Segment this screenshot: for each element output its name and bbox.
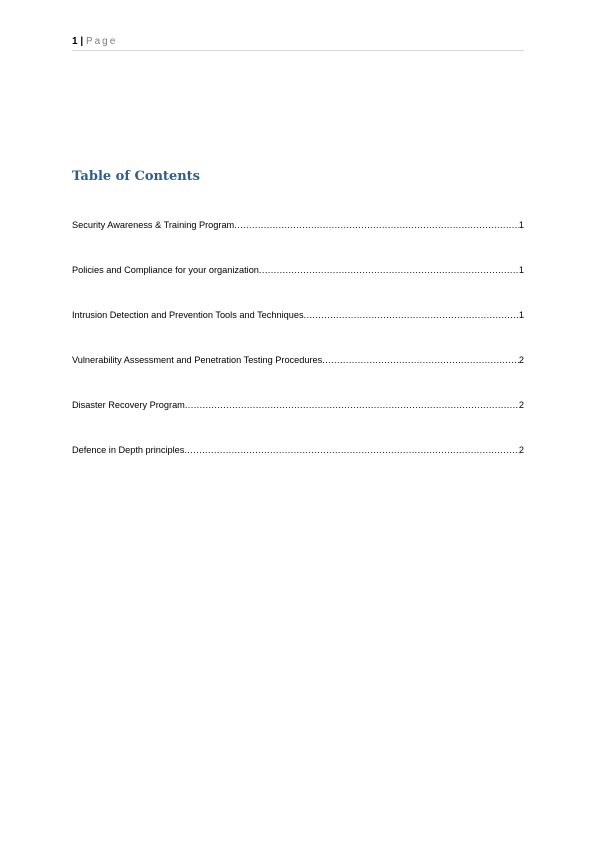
toc-leader (234, 219, 519, 231)
toc-leader (304, 309, 519, 321)
toc-entry-page[interactable]: 2 (518, 400, 524, 410)
toc-entry[interactable] (72, 309, 524, 354)
toc-list (72, 219, 524, 489)
page-label: Page (85, 36, 118, 47)
toc-entry-page[interactable]: 1 (518, 310, 524, 320)
toc-title: Table of Contents (72, 169, 200, 184)
toc-entry-text[interactable]: Disaster Recovery Program (72, 400, 185, 410)
toc-entry[interactable] (72, 264, 524, 309)
toc-entry-page[interactable]: 1 (518, 265, 524, 275)
toc-entry-text[interactable]: Vulnerability Assessment and Penetration Testing Procedures (72, 355, 323, 365)
page-header (72, 36, 524, 51)
toc-leader (322, 354, 519, 366)
toc-entry-text[interactable]: Security Awareness & Training Program (72, 220, 235, 230)
page-separator: | (80, 36, 84, 47)
toc-entry-page[interactable]: 1 (518, 220, 524, 230)
toc-leader (185, 399, 519, 411)
toc-entry-text[interactable]: Policies and Compliance for your organization (72, 265, 259, 275)
toc-entry[interactable] (72, 219, 524, 264)
page-number: 1 (72, 36, 78, 47)
toc-entry-page[interactable]: 2 (518, 445, 524, 455)
toc-entry[interactable] (72, 354, 524, 399)
toc-entry-page[interactable]: 2 (518, 355, 524, 365)
toc-leader (259, 264, 519, 276)
toc-entry[interactable] (72, 399, 524, 444)
toc-entry-text[interactable]: Defence in Depth principles (72, 445, 185, 455)
toc-entry-text[interactable]: Intrusion Detection and Prevention Tools and Techniques (72, 310, 304, 320)
toc-entry[interactable] (72, 444, 524, 489)
toc-leader (184, 444, 519, 456)
